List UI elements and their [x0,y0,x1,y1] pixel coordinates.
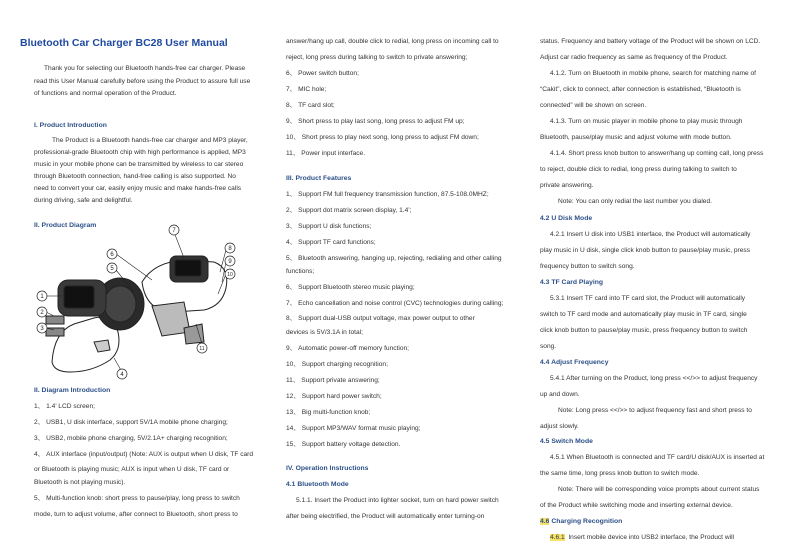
feature-item: 13、 Big multi-function knob; [286,409,371,416]
feature-item: 7、 Echo cancellation and noise control (CVC) technologies during calling; [286,300,504,307]
diagram-intro-line: Bluetooth is not playing music). [34,479,126,486]
subheading-text: Charging Recognition [551,518,623,525]
feature-item: 1、 Support FM full frequency transmission function, 87.5-108.0MHZ; [286,191,489,198]
list-item: 9、 Short press to play last song, long press to adjust FM up; [286,118,465,125]
text-line: Adjust car radio frequency as same as frequency of the Product. [540,54,728,61]
note-line: Note: You can only redial the last number you dialed. [558,198,712,205]
text-line: to reject, double click to redial, long press during talking to switch to [540,166,737,173]
section-heading-operation: IV. Operation Instructions [286,465,369,472]
text-line: frequency button to switch song. [540,263,635,270]
text-line: 4.5.1 When Bluetooth is connected and TF card/U disk/AUX is inserted at [550,454,765,461]
callout-label: 10 [227,272,233,278]
text-line: 5.4.1 After turning on the Product, long press <</>> to adjust frequency [550,375,758,382]
intro-body-line: professional-grade Bluetooth chip with high performance is applied, MP3 [34,149,246,156]
diagram-intro-line: mode, turn to adjust volume, after connect to Bluetooth, short press to [34,511,238,518]
feature-item: 9、 Automatic power-off memory function; [286,345,410,352]
text-line: “Cakit”, click to connect, after connection is established, “Bluetooth is [540,86,741,93]
callout-label: 4 [120,372,124,378]
subheading-adjust-frequency: 4.4 Adjust Frequency [540,359,609,366]
text-line: private answering. [540,182,594,189]
section-heading-features: III. Product Features [286,175,352,182]
callout-label: 5 [110,266,114,272]
intro-body-line: The Product is a Bluetooth hands-free car charger and MP3 player, [52,137,248,144]
feature-item: 3、 Support U disk functions; [286,223,372,230]
feature-item: 2、 Support dot matrix screen display, 1.4’; [286,207,412,214]
text-line: 5.1.1. Insert the Product into lighter socket, turn on hard power switch [296,497,499,504]
callout-label: 7 [172,228,176,234]
diagram-intro-line: 1、 1.4’ LCD screen; [34,403,95,410]
text-line: answer/hang up call, double click to redial, long press on incoming call to [286,38,499,45]
feature-item: functions; [286,268,315,275]
diagram-intro-line: or Bluetooth is playing music; AUX is input when U disk, TF card or [34,466,230,473]
page-title: Bluetooth Car Charger BC28 User Manual [20,37,228,49]
list-item: 8、 TF card slot; [286,102,335,109]
feature-item: 5、 Bluetooth answering, hanging up, rejecting, redialing and other calling [286,255,502,262]
diagram-intro-line: 3、 USB2, mobile phone charging, 5V/2.1A+ charging recognition; [34,435,228,442]
text-line: of the Product while switching mode and inserting external device. [540,502,733,509]
list-item: 11、 Power input interface. [286,150,366,157]
feature-item: 10、 Support charging recognition; [286,361,388,368]
diagram-intro-line: 2、 USB1, U disk interface, support 5V/1A mobile phone charging; [34,419,228,426]
intro-body-line: during driving, safe and delightful. [34,197,133,204]
feature-item: 12、 Support hard power switch; [286,393,382,400]
intro-body-line: through Bluetooth connection, hand-free calling is also supported. No [34,173,236,180]
text-line: status. Frequency and battery voltage of the Product will be shown on LCD. [540,38,761,45]
list-item: 7、 MIC hole; [286,86,327,93]
callout-label: 6 [110,252,114,258]
feature-item: 11、 Support private answering; [286,377,380,384]
feature-item: devices is 5V/3.1A in total; [286,329,363,336]
callout-label: 3 [40,326,44,332]
device-side-illustration [142,256,227,344]
section-heading-diagram-introduction: II. Diagram Introduction [34,387,111,394]
feature-item: 15、 Support battery voltage detection. [286,441,401,448]
text-line: song. [540,343,557,350]
text-line: 4.1.3. Turn on music player in mobile phone to play music through [550,118,743,125]
note-line: Note: Long press <</>> to adjust frequency fast and short press to [558,407,752,414]
feature-item: 4、 Support TF card functions; [286,239,376,246]
feature-item: 14、 Support MP3/WAV format music playing; [286,425,421,432]
text-line: Bluetooth, pause/play music and adjust volume with mode button. [540,134,732,141]
callout-label: 11 [199,346,205,352]
highlighted-section-number: 4.6 [540,518,550,525]
text-line: 4.1.2. Turn on Bluetooth in mobile phone, search for matching name of [550,70,756,77]
clause-text: Insert mobile device into USB2 interface, the Product will [568,534,734,541]
text-line: adjust slowly. [540,423,579,430]
text-line: 5.3.1 Insert TF card into TF card slot, the Product will automatically [550,295,746,302]
text-line: 4.2.1 Insert U disk into USB1 interface, the Product will automatically [550,231,751,238]
text-line: 4.1.4. Short press knob button to answer/hang up coming call, long press [550,150,764,157]
diagram-intro-line: 4、 AUX interface (input/output) (Note: AUX is output when U disk, TF card [34,451,254,458]
product-diagram [34,228,268,382]
intro-line: read this User Manual carefully before using the Product to assure full use [34,78,251,85]
subheading-bluetooth-mode: 4.1 Bluetooth Mode [286,481,349,488]
callout-label: 2 [40,310,44,316]
text-line: after being electrified, the Product will automatically enter turning-on [286,513,485,520]
feature-item: 8、 Support dual-USB output voltage, max power output to other [286,315,475,322]
subheading-u-disk-mode: 4.2 U Disk Mode [540,215,593,222]
subheading-switch-mode: 4.5 Switch Mode [540,438,593,445]
text-line: connected” will be shown on screen. [540,102,647,109]
list-item: 6、 Power switch button; [286,70,359,77]
intro-body-line: need to convert your car, easily enjoy music and make hands-free calls [34,185,242,192]
section-heading-diagram: II. Product Diagram [34,222,97,229]
text-line: play music in U disk, single click knob button to pause/play music, press [540,247,750,254]
text-line: switch to TF card mode and automatically play music in TF card, single [540,311,747,318]
section-heading-introduction: I. Product Introduction [34,122,107,129]
callout-label: 8 [228,246,232,252]
intro-line: Thank you for selecting our Bluetooth hands-free car charger. Please [44,65,246,72]
feature-item: 6、 Support Bluetooth stereo music playing; [286,284,415,291]
text-line [550,533,734,542]
text-line: click knob button to pause/play music, press frequency button to switch [540,327,748,334]
highlighted-clause-number: 4.6.1 [550,534,565,541]
list-item: 10、 Short press to play next song, long press to adjust FM down; [286,134,479,141]
intro-body-line: music in your mobile phone can be transmitted by wireless to car stereo [34,161,244,168]
text-line: the same time, long press knob button to switch mode. [540,470,700,477]
callout-label: 9 [228,259,232,265]
subheading-tf-card: 4.3 TF Card Playing [540,279,604,286]
callout-label: 1 [40,294,44,300]
text-line: up and down. [540,391,580,398]
intro-line: of functions and normal operation of the Product. [34,90,177,97]
device-front-illustration [46,278,144,372]
note-line: Note: There will be corresponding voice prompts about current status [558,486,760,493]
subheading-charging-recognition [540,517,622,526]
text-line: reject, long press during talking to switch to private answering; [286,54,468,61]
diagram-intro-line: 5、 Multi-function knob: short press to pause/play, long press to switch [34,495,240,502]
